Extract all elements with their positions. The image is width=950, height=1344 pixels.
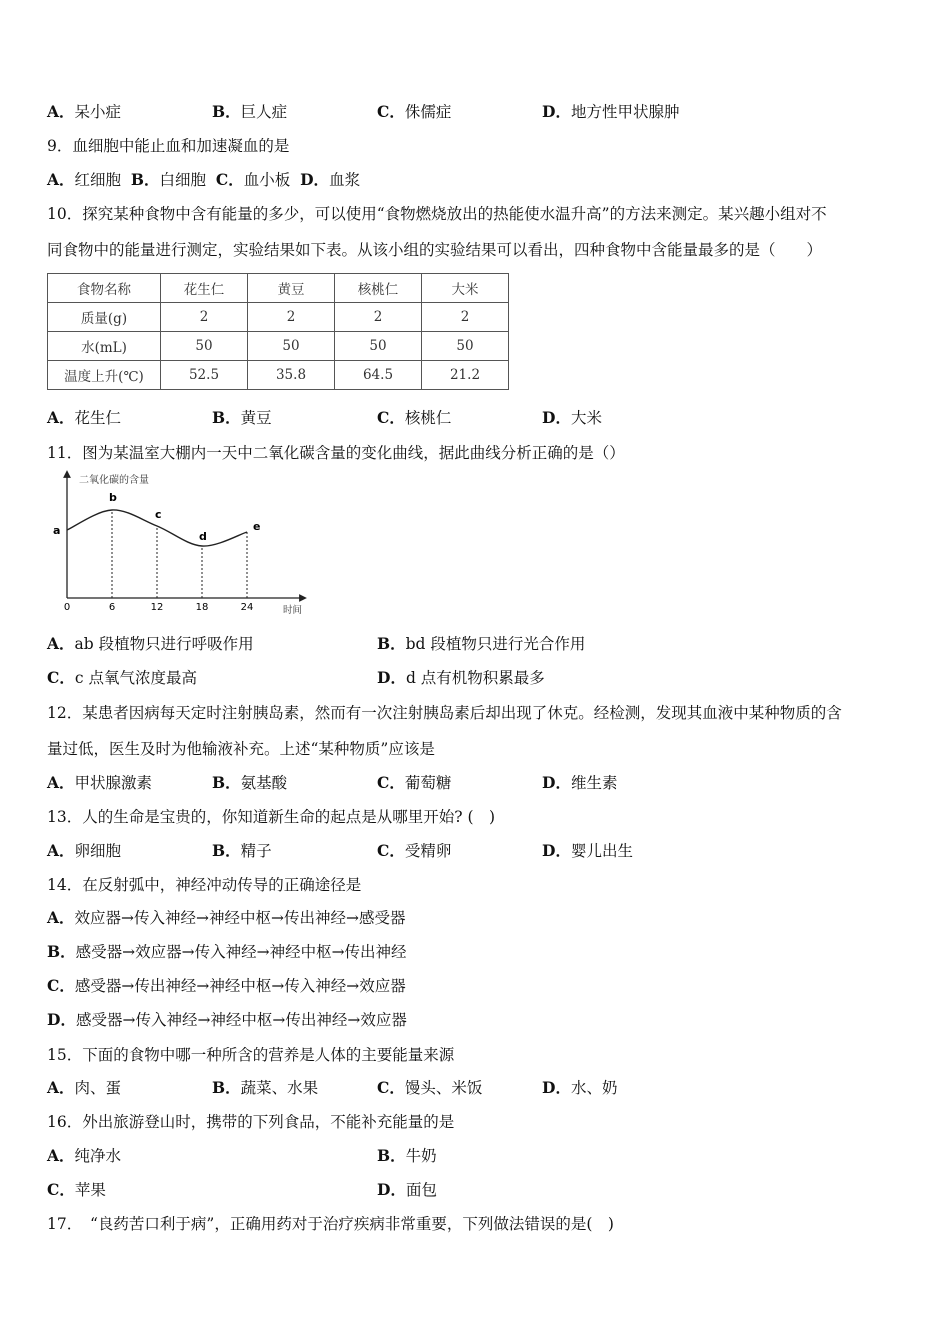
table-cell: 50	[335, 332, 422, 361]
q13-option-d: D．婴儿出生	[542, 841, 633, 860]
table-cell: 64.5	[335, 361, 422, 390]
q8-option-d: D．地方性甲状腺肿	[542, 102, 680, 121]
point-label-d: d	[199, 530, 207, 543]
table-cell: 21.2	[422, 361, 509, 390]
q16-option-a: A．纯净水	[47, 1146, 122, 1165]
x-tick-label: 24	[240, 602, 254, 613]
x-axis-label: 时间	[283, 605, 303, 616]
q9-options: A．红细胞 B．白细胞 C．血小板 D．血浆	[47, 170, 361, 189]
q13-option-a: A．卵细胞	[47, 841, 122, 860]
q17-stem: 17． “良药苦口利于病”，正确用药对于治疗疾病非常重要，下列做法错误的是( )	[47, 1215, 614, 1233]
q15-option-a: A．肉、蛋	[47, 1078, 122, 1097]
q16-stem: 16．外出旅游登山时，携带的下列食品，不能补充能量的是	[47, 1113, 455, 1131]
table-header-cell: 花生仁	[161, 274, 248, 303]
q10-stem-line2: 同食物中的能量进行测定，实验结果如下表。从该小组的实验结果可以看出，四种食物中含能量最多的是（ ）	[47, 241, 823, 259]
q8-option-c: C．侏儒症	[377, 102, 452, 121]
co2-curve-chart	[45, 470, 315, 620]
q13-option-b: B．精子	[212, 841, 272, 860]
q11-option-b: B．bd 段植物只进行光合作用	[377, 634, 586, 653]
table-cell: 温度上升(℃)	[48, 361, 161, 390]
food-energy-table	[47, 273, 509, 390]
table-header-cell: 核桃仁	[335, 274, 422, 303]
q12-option-b: B．氨基酸	[212, 773, 288, 792]
q10-option-c: C．核桃仁	[377, 408, 452, 427]
table-cell: 50	[248, 332, 335, 361]
q8-option-a: A．呆小症	[47, 102, 122, 121]
q10-option-b: B．黄豆	[212, 408, 272, 427]
table-header-cell: 黄豆	[248, 274, 335, 303]
x-tick-label: 6	[108, 602, 116, 613]
table-cell: 质量(g)	[48, 303, 161, 332]
q14-option-a: A．效应器→传入神经→神经中枢→传出神经→感受器	[47, 908, 406, 927]
q9-stem: 9．血细胞中能止血和加速凝血的是	[47, 137, 290, 155]
q11-option-d: D．d 点有机物积累最多	[377, 668, 545, 687]
q11-stem: 11．图为某温室大棚内一天中二氧化碳含量的变化曲线，据此曲线分析正确的是（）	[47, 444, 625, 462]
x-tick-label: 0	[63, 602, 71, 613]
q12-option-c: C．葡萄糖	[377, 773, 452, 792]
point-label-e: e	[253, 520, 261, 533]
q15-option-d: D．水、奶	[542, 1078, 618, 1097]
table-cell: 52.5	[161, 361, 248, 390]
q15-stem: 15．下面的食物中哪一种所含的营养是人体的主要能量来源	[47, 1046, 455, 1064]
table-row	[48, 303, 509, 332]
q11-option-c: C．c 点氧气浓度最高	[47, 668, 197, 687]
q14-option-b: B．感受器→效应器→传入神经→神经中枢→传出神经	[47, 942, 407, 961]
q12-option-a: A．甲状腺激素	[47, 773, 153, 792]
table-row	[48, 332, 509, 361]
table-cell: 2	[335, 303, 422, 332]
x-tick-label: 18	[195, 602, 209, 613]
point-label-b: b	[109, 491, 117, 504]
q10-stem-line1: 10．探究某种食物中含有能量的多少，可以使用“食物燃烧放出的热能使水温升高”的方法来测定。某兴趣小组对不	[47, 205, 827, 223]
q14-option-c: C．感受器→传出神经→神经中枢→传入神经→效应器	[47, 976, 406, 995]
table-cell: 50	[161, 332, 248, 361]
q13-stem: 13．人的生命是宝贵的，你知道新生命的起点是从哪里开始? ( )	[47, 808, 496, 826]
q12-option-d: D．维生素	[542, 773, 618, 792]
q13-option-c: C．受精卵	[377, 841, 452, 860]
q14-stem: 14．在反射弧中，神经冲动传导的正确途径是	[47, 876, 362, 894]
q16-option-d: D．面包	[377, 1180, 437, 1199]
q10-option-a: A．花生仁	[47, 408, 122, 427]
q8-option-b: B．巨人症	[212, 102, 288, 121]
q12-stem-line2: 量过低，医生及时为他输液补充。上述“某种物质”应该是	[47, 740, 435, 758]
q14-option-d: D．感受器→传入神经→神经中枢→传出神经→效应器	[47, 1010, 407, 1029]
q10-option-d: D．大米	[542, 408, 602, 427]
q12-stem-line1: 12．某患者因病每天定时注射胰岛素，然而有一次注射胰岛素后却出现了休克。经检测，发现其血液中某种物质的含	[47, 704, 842, 722]
table-row	[48, 361, 509, 390]
point-label-a: a	[53, 524, 61, 537]
table-header-cell: 食物名称	[48, 274, 161, 303]
q16-option-c: C．苹果	[47, 1180, 106, 1199]
x-tick-label: 12	[150, 602, 164, 613]
table-cell: 2	[161, 303, 248, 332]
q15-option-c: C．馒头、米饭	[377, 1078, 483, 1097]
table-cell: 50	[422, 332, 509, 361]
q11-option-a: A．ab 段植物只进行呼吸作用	[47, 634, 254, 653]
q15-option-b: B．蔬菜、水果	[212, 1078, 319, 1097]
y-axis-label: 二氧化碳的含量	[79, 475, 149, 486]
table-cell: 2	[422, 303, 509, 332]
table-cell: 35.8	[248, 361, 335, 390]
q16-option-b: B．牛奶	[377, 1146, 437, 1165]
table-cell: 2	[248, 303, 335, 332]
table-cell: 水(mL)	[48, 332, 161, 361]
point-label-c: c	[155, 508, 162, 521]
table-header-cell: 大米	[422, 274, 509, 303]
table-header-row	[48, 274, 509, 303]
